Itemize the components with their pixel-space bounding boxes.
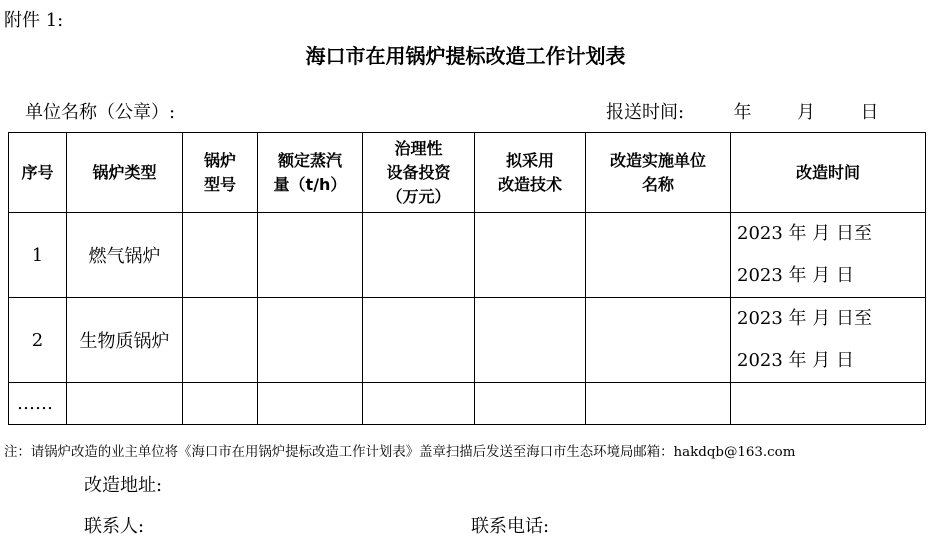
- header-text-line: 锅炉: [203, 150, 236, 170]
- report-time: [606, 98, 878, 124]
- cell-empty[interactable]: [67, 383, 183, 425]
- cell-period[interactable]: [731, 213, 926, 298]
- cell-implementing-unit[interactable]: [586, 213, 731, 298]
- table-row: [9, 213, 926, 298]
- table-header-row: [9, 133, 926, 213]
- header-period: 改造时间: [731, 133, 926, 213]
- cell-empty[interactable]: [183, 383, 258, 425]
- header-serial: 序号: [9, 133, 67, 213]
- cell-implementing-unit[interactable]: [586, 298, 731, 383]
- cell-boiler-model[interactable]: [183, 298, 258, 383]
- period-end: 2023 年 月 日: [737, 350, 854, 371]
- cell-empty[interactable]: [363, 383, 475, 425]
- header-text-line: 型号: [203, 174, 236, 194]
- period-end: 2023 年 月 日: [737, 265, 854, 286]
- header-steam-capacity: [258, 133, 363, 213]
- header-text-line: 名称: [641, 174, 674, 194]
- cell-period[interactable]: [731, 298, 926, 383]
- cell-steam-capacity[interactable]: [258, 298, 363, 383]
- cell-ellipsis: ……: [9, 383, 67, 425]
- contact-label: 联系人:: [84, 516, 145, 537]
- cell-empty[interactable]: [586, 383, 731, 425]
- report-day-label: 日: [860, 102, 879, 123]
- cell-technology[interactable]: [475, 213, 586, 298]
- footnote: 注：请锅炉改造的业主单位将《海口市在用锅炉提标改造工作计划表》盖章扫描后发送至海口市生态环境局邮箱：hakdqb@163.com: [4, 445, 796, 460]
- cell-boiler-type: 生物质锅炉: [67, 298, 183, 383]
- cell-boiler-model[interactable]: [183, 213, 258, 298]
- header-text-line: 改造技术: [497, 174, 562, 194]
- header-text-line: 治理性: [394, 138, 443, 158]
- address-label: 改造地址:: [84, 475, 163, 496]
- header-text-line: 改造实施单位: [609, 150, 706, 170]
- cell-empty[interactable]: [258, 383, 363, 425]
- cell-empty[interactable]: [731, 383, 926, 425]
- cell-investment[interactable]: [363, 298, 475, 383]
- cell-investment[interactable]: [363, 213, 475, 298]
- cell-technology[interactable]: [475, 298, 586, 383]
- cell-serial: 2: [9, 298, 67, 383]
- table-row: [9, 383, 926, 425]
- phone-label: 联系电话:: [471, 516, 550, 537]
- header-implementing-unit: [586, 133, 731, 213]
- cell-serial: 1: [9, 213, 67, 298]
- header-boiler-model: [183, 133, 258, 213]
- plan-table: [8, 132, 926, 425]
- report-year-label: 年: [733, 102, 752, 123]
- header-investment: [363, 133, 475, 213]
- period-start: 2023 年 月 日至: [737, 308, 872, 329]
- attachment-label: 附件 1:: [4, 10, 64, 31]
- header-text-line: 设备投资: [386, 162, 451, 182]
- header-boiler-type: 锅炉类型: [67, 133, 183, 213]
- header-text-line: 额定蒸汽: [277, 150, 342, 170]
- cell-steam-capacity[interactable]: [258, 213, 363, 298]
- header-technology: [475, 133, 586, 213]
- report-month-label: 月: [797, 102, 816, 123]
- cell-empty[interactable]: [475, 383, 586, 425]
- cell-boiler-type: 燃气锅炉: [67, 213, 183, 298]
- header-text-line: 量（t/h）: [273, 174, 347, 194]
- header-text-line: （万元）: [386, 186, 451, 206]
- table-row: [9, 298, 926, 383]
- header-text-line: 拟采用: [505, 150, 554, 170]
- unit-name-label: 单位名称（公章）:: [25, 102, 176, 123]
- period-start: 2023 年 月 日至: [737, 223, 872, 244]
- page-title: 海口市在用锅炉提标改造工作计划表: [305, 44, 626, 68]
- report-time-label: 报送时间:: [606, 102, 685, 123]
